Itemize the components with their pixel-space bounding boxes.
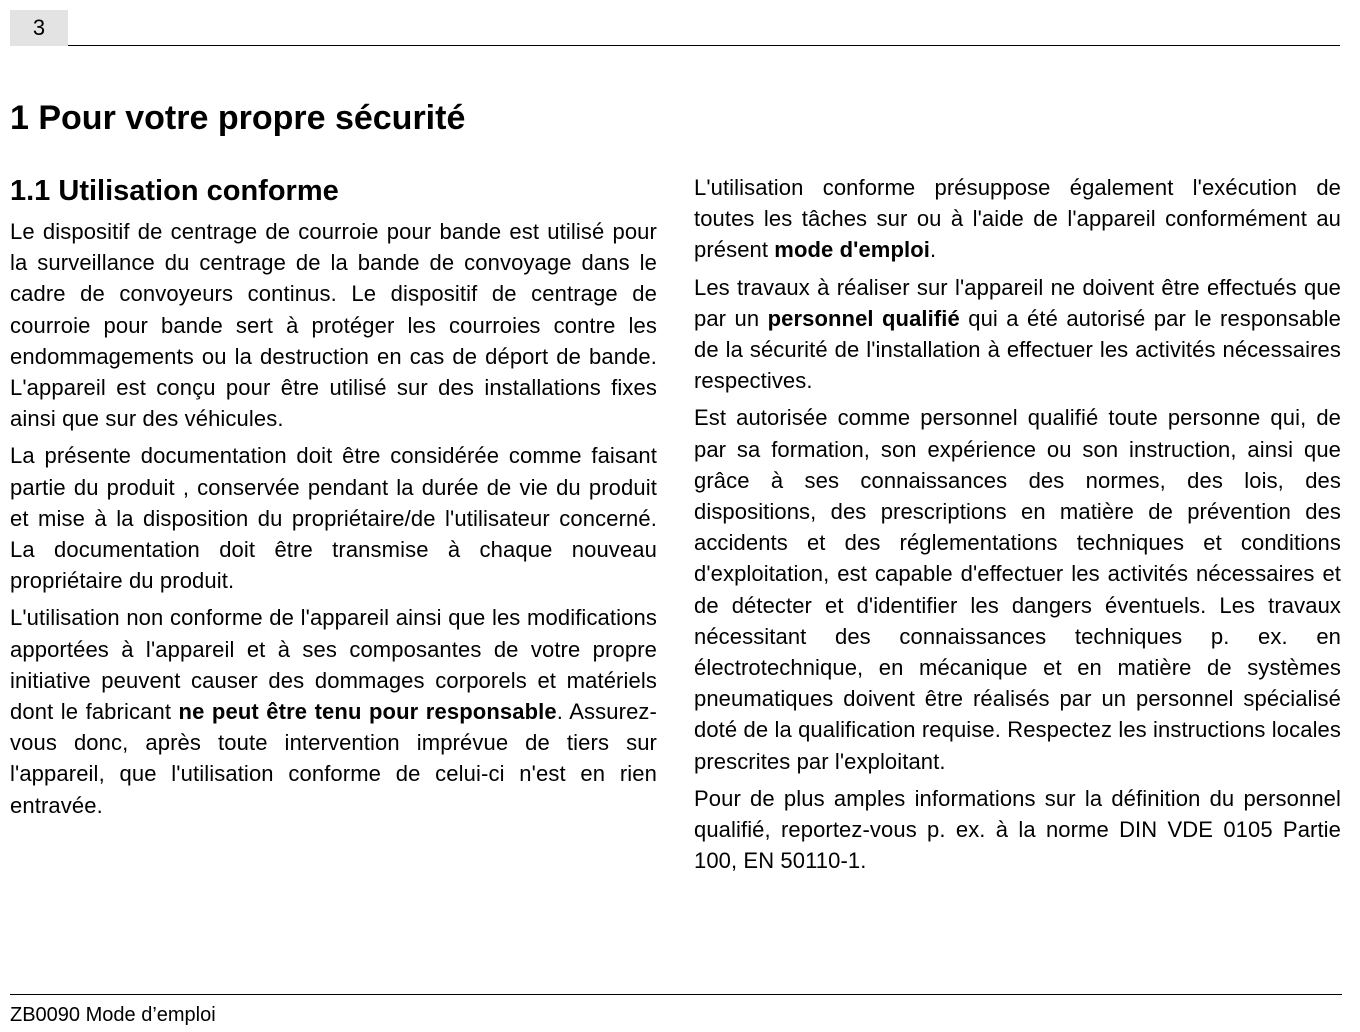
footer-text: ZB0090 Mode d’emploi xyxy=(10,1004,216,1026)
page-number: 3 xyxy=(10,10,68,46)
paragraph-improper-use xyxy=(10,602,657,820)
text-segment: L'utilisation conforme présuppose également l'exécution de toutes les tâches sur ou à l'aide de l'appareil conformément au présent xyxy=(694,175,1341,263)
text-segment: . Assurez-vous donc, après toute intervention imprévue de tiers sur l'appareil, que l'utilisation conforme de celui-ci n'est en rien entravée. xyxy=(10,699,657,818)
emphasis-not-responsible: ne peut être tenu pour responsable xyxy=(178,699,557,725)
section-title: 1.1 Utilisation conforme xyxy=(10,175,339,207)
header-rule xyxy=(68,45,1340,46)
paragraph-intended-use: Le dispositif de centrage de courroie pour bande est utilisé pour la surveillance du centrage de la bande de convoyage dans le cadre de convoyeurs continus. Le dispositif de centrage de courroie pour bande sert à protéger les courroies contre les endommagements ou la destruction en cas de déport de bande. L'appareil est conçu pour être utilisé sur des installations fixes ainsi que sur des véhicules. xyxy=(10,219,657,432)
paragraph-conformity xyxy=(694,172,1341,266)
text-segment: L'utilisation non conforme de l'appareil ainsi que les modifications apportées à l'appareil et à ses composantes de votre propre initiative peuvent causer des dommages corporels et matériels dont le fabricant xyxy=(10,605,657,725)
paragraph-qualified-definition: Est autorisée comme personnel qualifié toute personne qui, de par sa formation, son expérience ou son instruction, ainsi que grâce à ses connaissances des normes, des lois, des dispositions, des prescriptions en matière de prévention des accidents et des réglementations techniques et conditions d'exploitation, est capable d'effectuer les activités nécessaires et de détecter et d'identifier les dangers éventuels. Les travaux nécessitant des connaissances techniques p. ex. en électrotechnique, en mécanique et en matière de systèmes pneumatiques doivent être réalisés par un personnel spécialisé doté de la qualification requise. Respectez les instructions locales prescrites par l'exploitant. xyxy=(694,405,1341,774)
chapter-title: 1 Pour votre propre sécurité xyxy=(10,99,466,137)
paragraph-qualified-staff xyxy=(694,272,1341,397)
text-segment: qui a été autorisé par le responsable de la sécurité de l'installation à effectuer les activités nécessaires respectives. xyxy=(694,305,1341,394)
left-column xyxy=(10,172,657,827)
right-column xyxy=(694,172,1341,882)
emphasis-mode-emploi: mode d'emploi xyxy=(774,237,930,263)
footer-rule xyxy=(10,994,1342,995)
paragraph-more-info: Pour de plus amples informations sur la définition du personnel qualifié, reportez-vous p. ex. à la norme DIN VDE 0105 Partie 100, EN 50110-1. xyxy=(694,785,1341,874)
emphasis-personnel-qualifie: personnel qualifié xyxy=(767,305,960,331)
text-segment: Les travaux à réaliser sur l'appareil ne doivent être effectués que par un xyxy=(694,274,1341,331)
paragraph-documentation: La présente documentation doit être considérée comme faisant partie du produit , conservée pendant la durée de vie du produit et mise à la disposition du propriétaire/de l'utilisateur concerné. La documentation doit être transmise à chaque nouveau propriétaire du produit. xyxy=(10,443,657,594)
text-segment: . xyxy=(929,237,937,263)
